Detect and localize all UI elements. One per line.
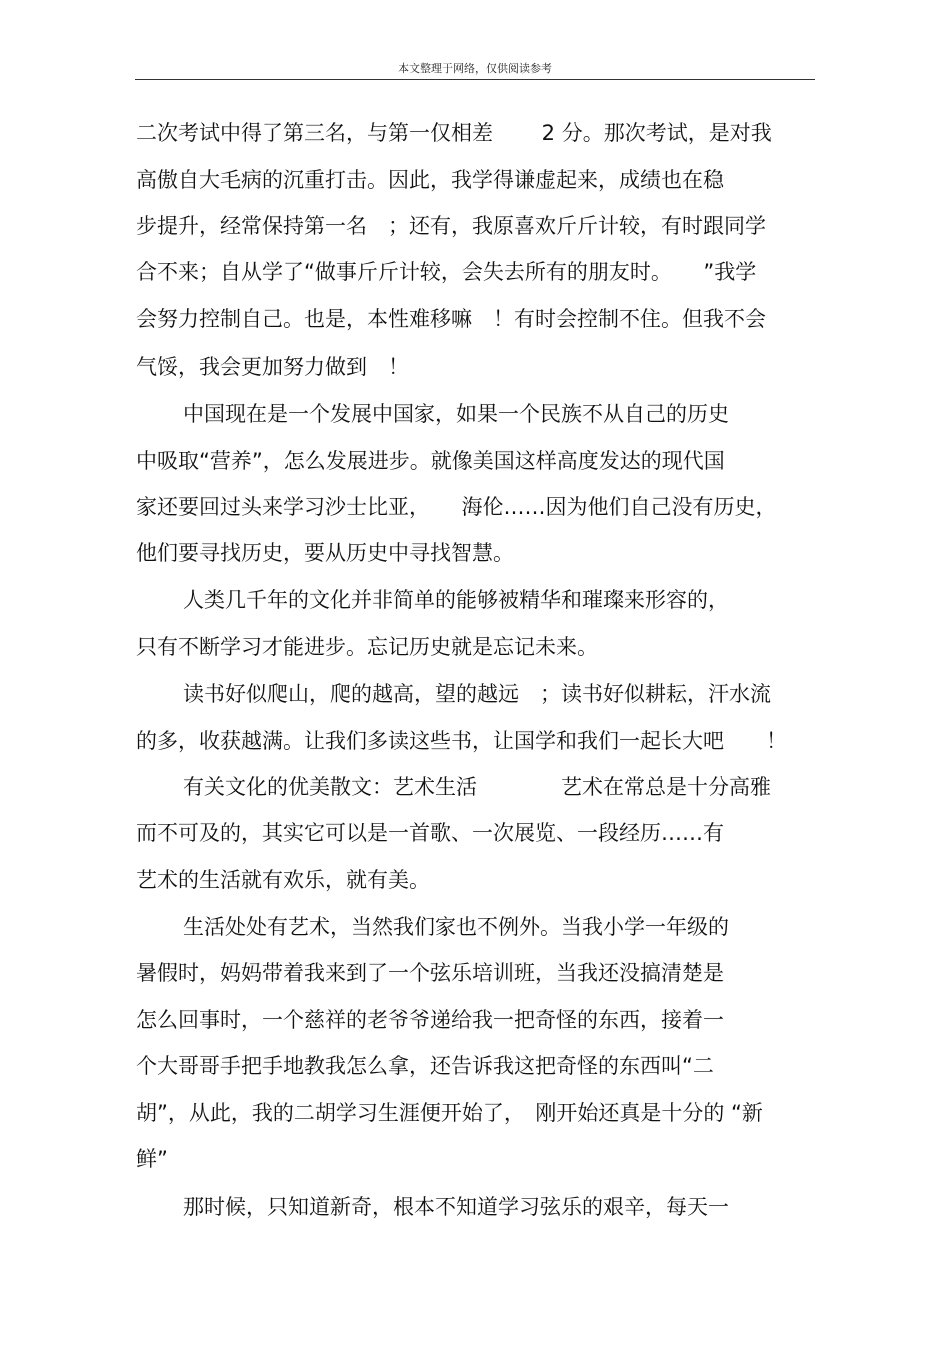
text-line: 合不来；自从学了“做事斤斤计较，会失去所有的朋友时。 ”我学 <box>136 260 757 284</box>
text-line: 高傲自大毛病的沉重打击。因此，我学得谦虚起来，成绩也在稳 <box>136 168 724 192</box>
text-line: 胡”，从此，我的二胡学习生涯便开始了， 刚开始还真是十分的 “新 <box>136 1101 763 1125</box>
text-line: 步提升，经常保持第一名 ；还有，我原喜欢斤斤计较，有时跟同学 <box>136 214 766 238</box>
paragraph-start: 有关文化的优美散文：艺术生活 艺术在常总是十分高雅 <box>183 775 771 799</box>
paragraph-start: 中国现在是一个发展中国家，如果一个民族不从自己的历史 <box>183 402 729 426</box>
text-line: 气馁，我会更加努力做到 ！ <box>136 355 409 379</box>
paragraph-start: 人类几千年的文化并非简单的能够被精华和璀璨来形容的， <box>183 588 729 612</box>
paragraph-start: 生活处处有艺术，当然我们家也不例外。当我小学一年级的 <box>183 915 729 939</box>
text-line: 的多，收获越满。让我们多读这些书，让国学和我们一起长大吧 ！ <box>136 729 787 753</box>
text-line: 家还要回过头来学习沙士比亚， 海伦……因为他们自己没有历史， <box>136 495 777 519</box>
text-line: 而不可及的，其实它可以是一首歌、一次展览、一段经历……有 <box>136 821 724 845</box>
text-line: 艺术的生活就有欢乐，就有美。 <box>136 868 430 892</box>
text-line: 只有不断学习才能进步。忘记历史就是忘记未来。 <box>136 635 598 659</box>
text-line: 他们要寻找历史，要从历史中寻找智慧。 <box>136 541 514 565</box>
text-line: 会努力控制自己。也是，本性难移嘛 ！有时会控制不住。但我不会 <box>136 307 766 331</box>
paragraph-start: 那时候，只知道新奇，根本不知道学习弦乐的艰辛，每天一 <box>183 1195 729 1219</box>
text-line: 暑假时，妈妈带着我来到了一个弦乐培训班，当我还没搞清楚是 <box>136 961 724 985</box>
header-divider <box>135 79 815 80</box>
text-line: 中吸取“营养”，怎么发展进步。就像美国这样高度发达的现代国 <box>136 449 725 473</box>
page-header: 本文整理于网络，仅供阅读参考 <box>398 62 552 75</box>
text-line: 怎么回事时，一个慈祥的老爷爷递给我一把奇怪的东西，接着一 <box>136 1008 724 1032</box>
paragraph-start: 读书好似爬山，爬的越高，望的越远 ；读书好似耕耘，汗水流 <box>183 682 771 706</box>
text-line: 鲜” <box>136 1147 168 1171</box>
text-line: 个大哥哥手把手地教我怎么拿，还告诉我这把奇怪的东西叫“二 <box>136 1054 714 1078</box>
text-line: 二次考试中得了第三名，与第一仅相差 2 分。那次考试，是对我 <box>136 121 772 145</box>
